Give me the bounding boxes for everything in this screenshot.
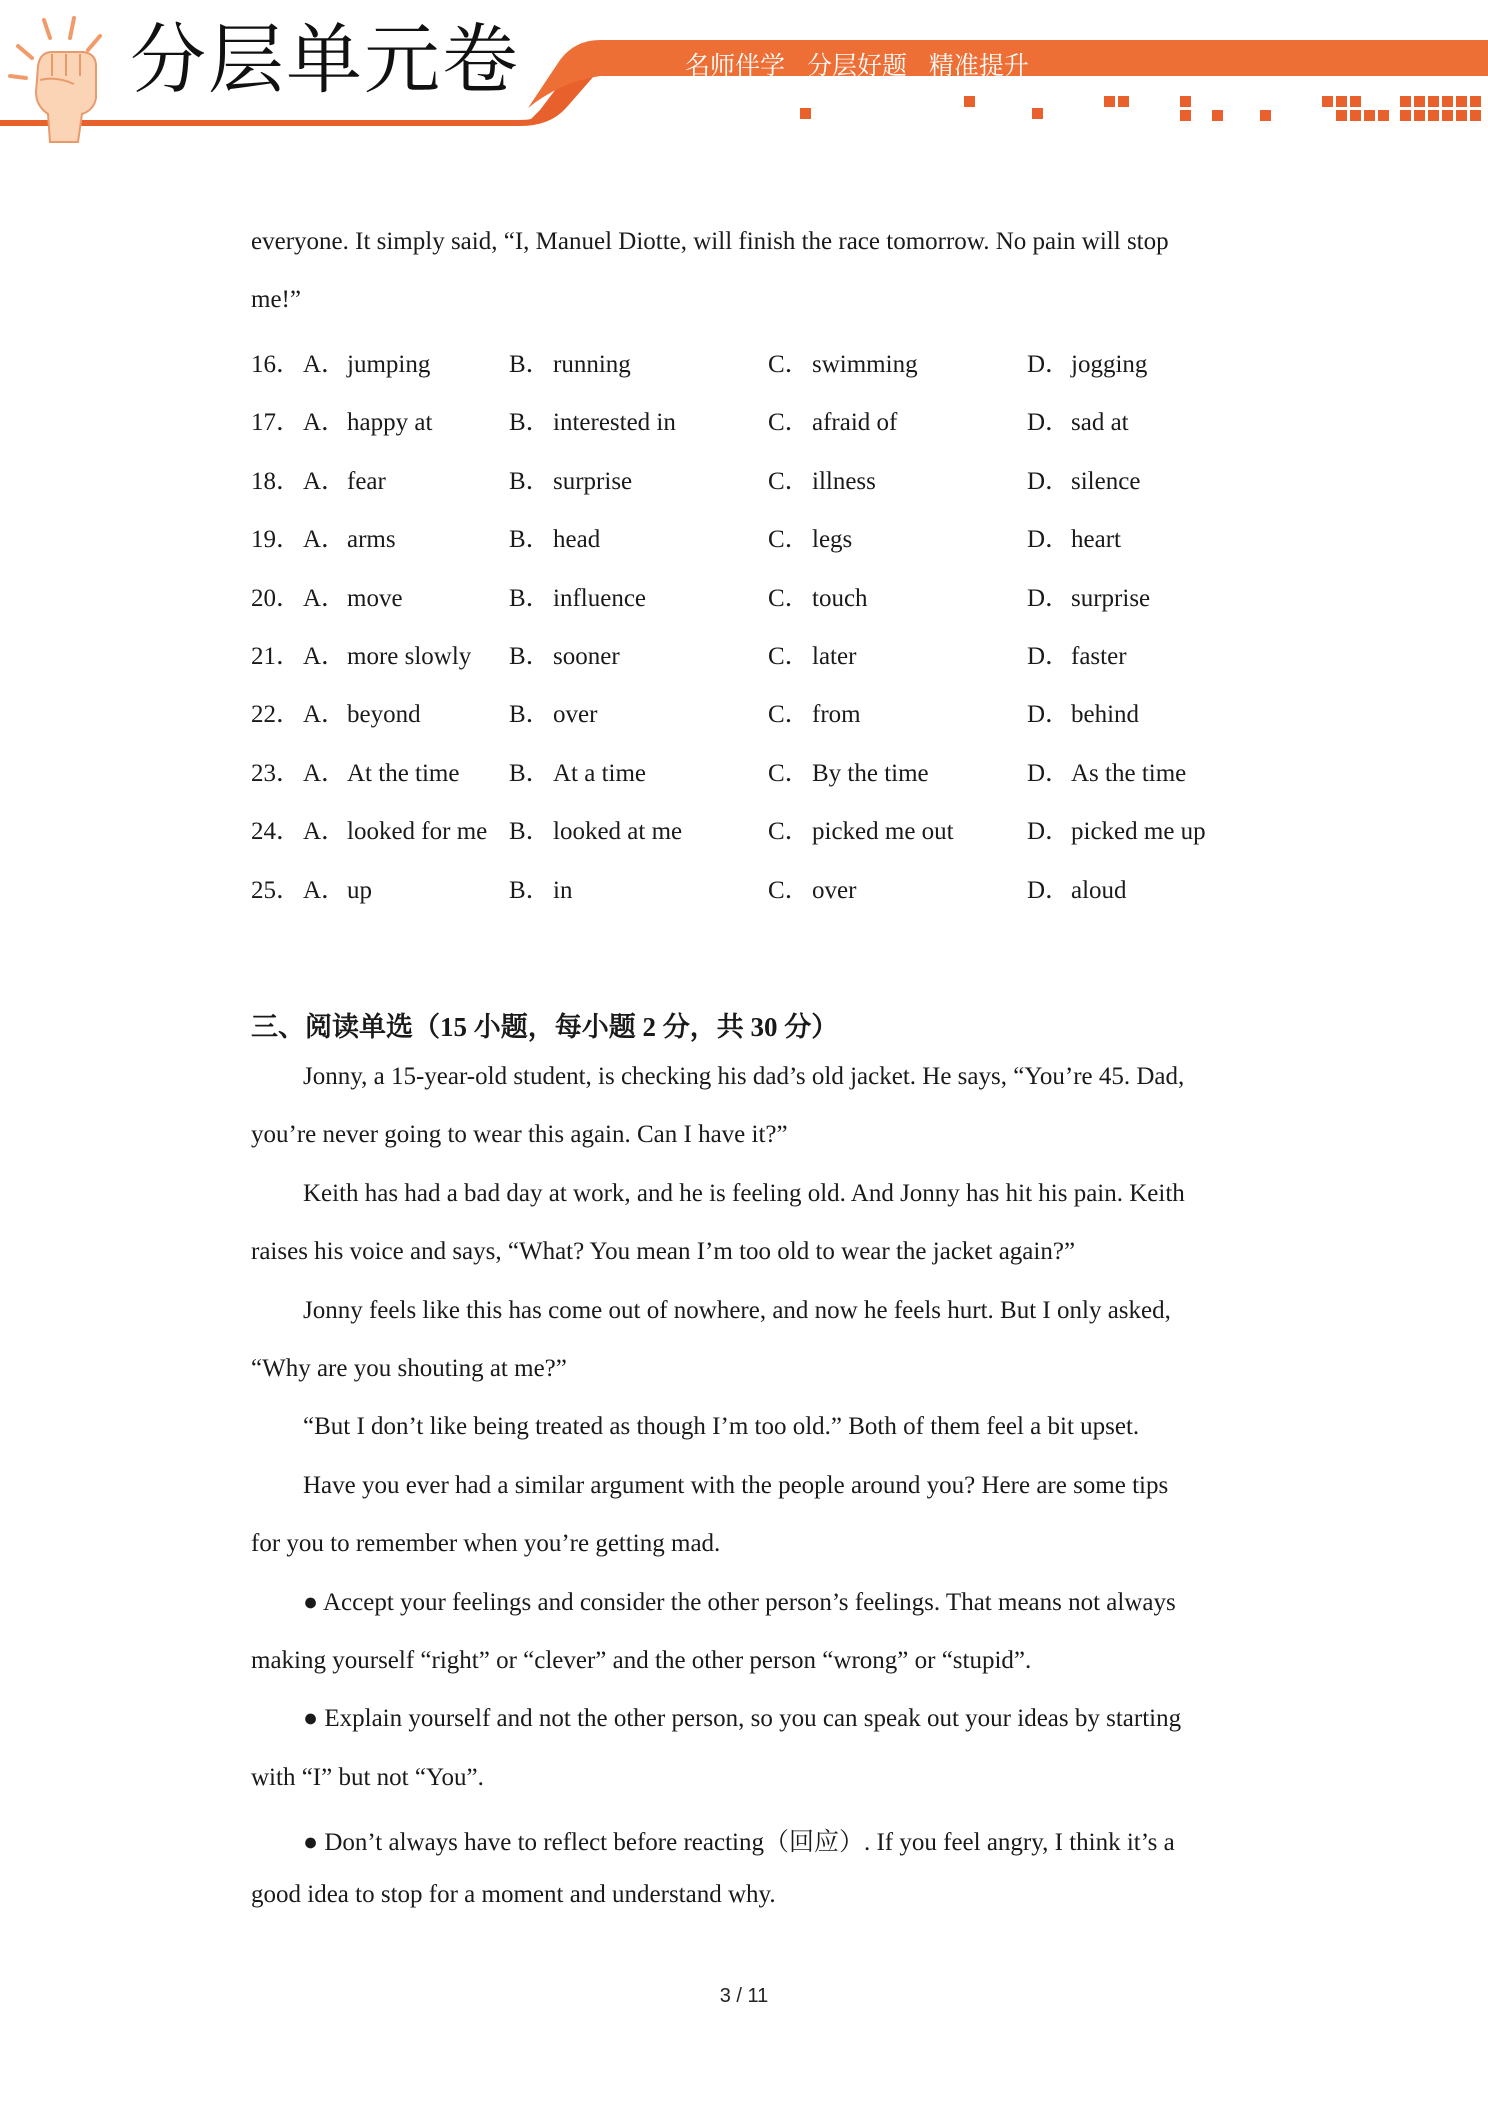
option-text: influence (553, 584, 647, 612)
question-number: 23． (251, 759, 302, 787)
header-slogan: 名师伴学 分层好题 精准提升 (685, 51, 1029, 80)
option-letter: A． (303, 526, 347, 554)
option-c (768, 636, 856, 672)
option-text: running (553, 351, 631, 378)
option-c (768, 519, 852, 555)
option-text: over (553, 701, 598, 729)
option-text: jumping (347, 351, 431, 378)
option-d (1027, 578, 1150, 614)
option-letter: D． (1027, 643, 1071, 670)
option-letter: D． (1027, 876, 1071, 904)
option-letter: D． (1027, 409, 1071, 437)
reading-line: ● Accept your feelings and consider the other person’s feelings. That means not always (303, 1588, 1176, 1616)
option-text: faster (1071, 643, 1127, 670)
question-number: 17． (251, 409, 302, 437)
option-text: jogging (1071, 351, 1148, 378)
option-letter: B． (509, 526, 551, 554)
reading-line: “But I don’t like being treated as though I’m too old.” Both of them feel a bit upset. (303, 1413, 1140, 1441)
option-text: surprise (1071, 584, 1151, 612)
option-text: move (347, 584, 403, 612)
option-letter: A． (303, 759, 347, 787)
option-b (509, 870, 572, 906)
question-number: 25． (251, 876, 302, 904)
reading-line: ● Explain yourself and not the other person, so you can speak out your ideas by starting (303, 1705, 1182, 1733)
option-a (303, 636, 471, 672)
option-text: sad at (1071, 409, 1129, 437)
option-d (1027, 461, 1140, 497)
option-b (509, 519, 600, 555)
option-b (509, 694, 597, 730)
option-a (303, 694, 421, 730)
option-letter: C． (768, 409, 810, 437)
section-title: 三、阅读单选（15 小题，每小题 2 分，共 30 分） (251, 1012, 839, 1042)
option-b (509, 344, 631, 380)
option-letter: B． (509, 467, 551, 495)
option-c (768, 694, 861, 730)
option-text: illness (812, 467, 876, 495)
reading-line: good idea to stop for a moment and understand why. (251, 1880, 776, 1908)
reading-line: you’re never going to wear this again. Can I have it?” (251, 1121, 788, 1149)
question-number: 18． (251, 467, 302, 495)
option-letter: C． (768, 643, 810, 670)
option-letter: D． (1027, 584, 1071, 612)
option-d (1027, 636, 1127, 672)
question-number: 20． (251, 584, 302, 612)
option-c (768, 344, 918, 380)
option-text: At the time (347, 759, 460, 787)
option-text: later (812, 643, 857, 670)
reading-line: Jonny, a 15-year-old student, is checking his dad’s old jacket. He says, “You’re 45. Dad, (303, 1063, 1185, 1090)
option-letter: D． (1027, 759, 1071, 787)
option-b (509, 753, 646, 789)
reading-line: Jonny feels like this has come out of nowhere, and now he feels hurt. But I only asked, (303, 1296, 1171, 1324)
option-text: behind (1071, 701, 1140, 729)
option-letter: B． (509, 701, 551, 729)
reading-line: Keith has had a bad day at work, and he is feeling old. And Jonny has hit his pain. Keith (303, 1179, 1185, 1207)
option-b (509, 578, 646, 614)
option-d (1027, 811, 1206, 847)
option-letter: B． (509, 643, 551, 670)
option-text: arms (347, 526, 396, 554)
option-letter: A． (303, 876, 347, 904)
page-number: 3 / 11 (719, 1985, 769, 2007)
option-text: silence (1071, 467, 1141, 495)
option-letter: D． (1027, 526, 1071, 554)
question-number: 16． (251, 351, 302, 378)
question-number: 22． (251, 701, 302, 729)
option-text: looked for me (347, 818, 488, 846)
reading-line: with “I” but not “You”. (251, 1763, 484, 1791)
option-a (303, 753, 459, 789)
option-text: As the time (1071, 759, 1187, 787)
page-header (0, 0, 1488, 150)
option-text: By the time (812, 759, 929, 787)
option-letter: C． (768, 467, 810, 495)
reading-line: for you to remember when you’re getting mad. (251, 1530, 721, 1558)
option-letter: D． (1027, 818, 1071, 846)
option-letter: C． (768, 351, 810, 378)
option-text: heart (1071, 526, 1121, 554)
option-d (1027, 753, 1186, 789)
reading-line: making yourself “right” or “clever” and the other person “wrong” or “stupid”. (251, 1647, 1032, 1674)
option-letter: C． (768, 818, 810, 846)
option-d (1027, 402, 1129, 438)
question-number: 21． (251, 643, 302, 670)
option-text: afraid of (812, 409, 898, 437)
option-a (303, 870, 372, 906)
option-letter: A． (303, 351, 347, 378)
option-text: picked me out (812, 818, 954, 846)
option-letter: A． (303, 643, 347, 670)
option-text: looked at me (553, 818, 683, 846)
option-text: head (553, 526, 601, 554)
option-letter: A． (303, 818, 347, 846)
option-text: surprise (553, 467, 633, 495)
option-letter: C． (768, 759, 810, 787)
option-letter: B． (509, 351, 551, 378)
option-letter: B． (509, 876, 551, 904)
option-a (303, 519, 396, 555)
option-letter: C． (768, 526, 810, 554)
reading-line: Have you ever had a similar argument with the people around you? Here are some tips (303, 1471, 1169, 1499)
option-letter: B． (509, 759, 551, 787)
option-a (303, 461, 386, 497)
option-text: more slowly (347, 643, 472, 670)
brand-title: 分层单元卷 (130, 15, 520, 104)
option-c (768, 870, 856, 906)
option-letter: A． (303, 467, 347, 495)
option-c (768, 578, 868, 614)
option-text: swimming (812, 351, 918, 378)
option-text: legs (812, 526, 853, 554)
option-letter: B． (509, 409, 551, 437)
option-a (303, 578, 403, 614)
option-letter: D． (1027, 351, 1071, 378)
question-number: 19． (251, 526, 302, 554)
option-a (303, 344, 430, 380)
option-letter: B． (509, 818, 551, 846)
option-text: beyond (347, 701, 421, 729)
option-d (1027, 519, 1121, 555)
option-d (1027, 870, 1127, 906)
option-b (509, 811, 682, 847)
option-text: sooner (553, 643, 620, 670)
option-text: picked me up (1071, 818, 1206, 846)
option-d (1027, 694, 1139, 730)
reading-line: ● Don’t always have to reflect before reacting（回应）. If you feel angry, I think it’s a (303, 1829, 1175, 1857)
reading-line: “Why are you shouting at me?” (251, 1355, 567, 1382)
option-letter: A． (303, 701, 347, 729)
passage-line: me!” (251, 286, 301, 313)
option-b (509, 461, 632, 497)
option-b (509, 402, 676, 438)
option-b (509, 636, 620, 672)
option-letter: C． (768, 876, 810, 904)
raised-fist-icon (4, 6, 114, 146)
question-number: 24． (251, 818, 302, 846)
passage-line: everyone. It simply said, “I, Manuel Diotte, will finish the race tomorrow. No pain will stop (251, 228, 1169, 255)
option-text: fear (347, 467, 386, 495)
option-letter: B． (509, 584, 551, 612)
option-text: from (812, 701, 861, 729)
option-text: At a time (553, 759, 647, 787)
option-text: up (347, 876, 372, 904)
option-letter: C． (768, 701, 810, 729)
option-text: aloud (1071, 876, 1127, 904)
reading-line: raises his voice and says, “What? You mean I’m too old to wear the jacket again?” (251, 1238, 1076, 1266)
option-c (768, 402, 897, 438)
option-text: happy at (347, 409, 433, 437)
option-letter: A． (303, 584, 347, 612)
option-a (303, 402, 432, 438)
option-text: touch (812, 584, 868, 612)
option-letter: D． (1027, 467, 1071, 495)
option-a (303, 811, 487, 847)
option-text: over (812, 876, 857, 904)
option-text: in (553, 876, 573, 904)
option-text: interested in (553, 409, 676, 437)
option-c (768, 753, 929, 789)
option-letter: D． (1027, 701, 1071, 729)
option-c (768, 811, 954, 847)
option-letter: C． (768, 584, 810, 612)
option-c (768, 461, 876, 497)
option-d (1027, 344, 1147, 380)
option-letter: A． (303, 409, 347, 437)
